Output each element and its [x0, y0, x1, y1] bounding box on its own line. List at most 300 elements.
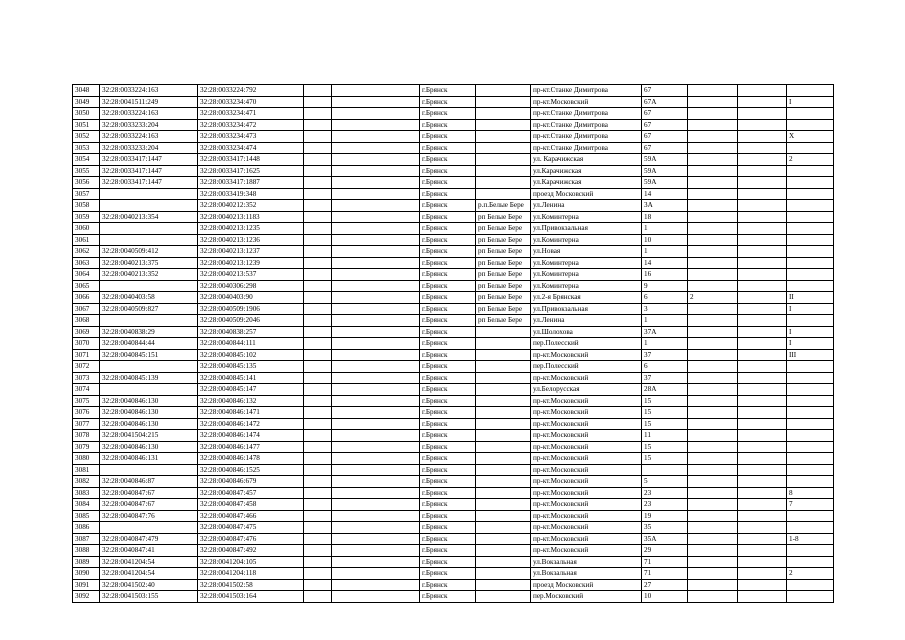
object-number-cell: 32:28:0040509:2046	[198, 315, 304, 327]
parcel-number-cell: 32:28:0040213:375	[100, 257, 198, 269]
empty-cell	[332, 292, 420, 304]
house-cell: 67	[642, 142, 688, 154]
empty-cell	[332, 246, 420, 258]
table-row	[73, 177, 834, 189]
parcel-number-cell: 32:28:0033224:163	[100, 131, 198, 143]
settlement-cell	[476, 108, 531, 120]
empty-cell	[332, 568, 420, 580]
apartment-cell: I	[787, 326, 834, 338]
table-row	[73, 510, 834, 522]
parcel-number-cell	[100, 280, 198, 292]
building-cell	[688, 361, 738, 373]
city-cell: г.Брянск	[420, 372, 476, 384]
table-row	[73, 591, 834, 603]
building-cell	[688, 464, 738, 476]
parcel-number-cell: 32:28:0041504:215	[100, 430, 198, 442]
empty-cell	[332, 257, 420, 269]
building-cell	[688, 200, 738, 212]
house-cell: 67	[642, 85, 688, 97]
table-row	[73, 200, 834, 212]
structure-cell	[738, 154, 787, 166]
street-cell: пр-кт.Станке Димитрова	[531, 85, 642, 97]
city-cell: г.Брянск	[420, 407, 476, 419]
settlement-cell	[476, 384, 531, 396]
street-cell: пр-кт.Московский	[531, 499, 642, 511]
table-row	[73, 545, 834, 557]
house-cell: 37А	[642, 326, 688, 338]
row-number-cell: 3072	[73, 361, 100, 373]
building-cell	[688, 188, 738, 200]
empty-cell	[332, 395, 420, 407]
settlement-cell	[476, 556, 531, 568]
street-cell: пр-кт.Станке Димитрова	[531, 108, 642, 120]
city-cell: г.Брянск	[420, 119, 476, 131]
parcel-number-cell: 32:28:0040846:87	[100, 476, 198, 488]
parcel-number-cell: 32:28:0041204:54	[100, 568, 198, 580]
city-cell: г.Брянск	[420, 257, 476, 269]
object-number-cell: 32:28:0033417:1625	[198, 165, 304, 177]
parcel-number-cell: 32:28:0040846:130	[100, 418, 198, 430]
building-cell	[688, 522, 738, 534]
street-cell: пр-кт.Московский	[531, 464, 642, 476]
street-cell: ул.Ленина	[531, 315, 642, 327]
parcel-number-cell: 32:28:0040845:139	[100, 372, 198, 384]
street-cell: пр-кт.Московский	[531, 487, 642, 499]
apartment-cell	[787, 85, 834, 97]
apartment-cell	[787, 372, 834, 384]
structure-cell	[738, 119, 787, 131]
house-cell: 71	[642, 556, 688, 568]
city-cell: г.Брянск	[420, 579, 476, 591]
street-cell: пр-кт.Московский	[531, 96, 642, 108]
structure-cell	[738, 292, 787, 304]
house-cell: 59А	[642, 165, 688, 177]
building-cell	[688, 591, 738, 603]
street-cell: пр-кт.Станке Димитрова	[531, 119, 642, 131]
street-cell: ул. Карачижская	[531, 154, 642, 166]
settlement-cell: рп Белые Бере	[476, 246, 531, 258]
street-cell: ул.Коминтерна	[531, 234, 642, 246]
structure-cell	[738, 338, 787, 350]
house-cell	[642, 464, 688, 476]
city-cell: г.Брянск	[420, 476, 476, 488]
apartment-cell	[787, 464, 834, 476]
empty-cell	[332, 165, 420, 177]
table-row	[73, 384, 834, 396]
street-cell: ул.Привокзальная	[531, 223, 642, 235]
city-cell: г.Брянск	[420, 522, 476, 534]
city-cell: г.Брянск	[420, 441, 476, 453]
object-number-cell: 32:28:0040403:90	[198, 292, 304, 304]
row-number-cell: 3074	[73, 384, 100, 396]
house-cell: 15	[642, 453, 688, 465]
row-number-cell: 3081	[73, 464, 100, 476]
object-number-cell: 32:28:0040846:1472	[198, 418, 304, 430]
row-number-cell: 3076	[73, 407, 100, 419]
table-row	[73, 223, 834, 235]
city-cell: г.Брянск	[420, 338, 476, 350]
object-number-cell: 32:28:0040845:135	[198, 361, 304, 373]
parcel-number-cell	[100, 234, 198, 246]
settlement-cell	[476, 131, 531, 143]
row-number-cell: 3091	[73, 579, 100, 591]
structure-cell	[738, 487, 787, 499]
row-number-cell: 3063	[73, 257, 100, 269]
object-number-cell: 32:28:0040846:1474	[198, 430, 304, 442]
settlement-cell	[476, 395, 531, 407]
parcel-number-cell: 32:28:0040846:130	[100, 395, 198, 407]
object-number-cell: 32:28:0041502:58	[198, 579, 304, 591]
house-cell: 71	[642, 568, 688, 580]
parcel-number-cell: 32:28:0041502:40	[100, 579, 198, 591]
object-number-cell: 32:28:0041503:164	[198, 591, 304, 603]
settlement-cell	[476, 591, 531, 603]
apartment-cell	[787, 361, 834, 373]
street-cell: пр-кт.Московский	[531, 372, 642, 384]
empty-cell	[304, 418, 332, 430]
object-number-cell: 32:28:0040847:457	[198, 487, 304, 499]
empty-cell	[332, 441, 420, 453]
house-cell: 3	[642, 303, 688, 315]
settlement-cell	[476, 142, 531, 154]
apartment-cell	[787, 246, 834, 258]
apartment-cell	[787, 280, 834, 292]
apartment-cell	[787, 315, 834, 327]
object-number-cell: 32:28:0041204:105	[198, 556, 304, 568]
table-row	[73, 395, 834, 407]
empty-cell	[304, 303, 332, 315]
parcel-number-cell	[100, 200, 198, 212]
empty-cell	[304, 476, 332, 488]
building-cell	[688, 257, 738, 269]
structure-cell	[738, 257, 787, 269]
empty-cell	[304, 338, 332, 350]
street-cell: ул.Вокзальная	[531, 568, 642, 580]
street-cell: проезд Московский	[531, 188, 642, 200]
settlement-cell: р.п.Белые Бере	[476, 200, 531, 212]
apartment-cell	[787, 510, 834, 522]
table-row	[73, 556, 834, 568]
parcel-number-cell	[100, 361, 198, 373]
house-cell: 35	[642, 522, 688, 534]
empty-cell	[332, 418, 420, 430]
city-cell: г.Брянск	[420, 545, 476, 557]
table-row	[73, 476, 834, 488]
table-row	[73, 234, 834, 246]
structure-cell	[738, 395, 787, 407]
apartment-cell	[787, 453, 834, 465]
table-row	[73, 361, 834, 373]
row-number-cell: 3087	[73, 533, 100, 545]
object-number-cell: 32:28:0040213:1237	[198, 246, 304, 258]
object-number-cell: 32:28:0033417:1887	[198, 177, 304, 189]
parcel-number-cell	[100, 315, 198, 327]
empty-cell	[304, 464, 332, 476]
street-cell: пр-кт.Московский	[531, 510, 642, 522]
parcel-number-cell: 32:28:0040844:44	[100, 338, 198, 350]
building-cell	[688, 533, 738, 545]
structure-cell	[738, 568, 787, 580]
empty-cell	[332, 407, 420, 419]
empty-cell	[332, 142, 420, 154]
city-cell: г.Брянск	[420, 234, 476, 246]
house-cell: 67	[642, 119, 688, 131]
building-cell	[688, 315, 738, 327]
table-row	[73, 292, 834, 304]
street-cell: пр-кт.Станке Димитрова	[531, 131, 642, 143]
street-cell: ул.Вокзальная	[531, 556, 642, 568]
settlement-cell	[476, 568, 531, 580]
house-cell: 6	[642, 292, 688, 304]
row-number-cell: 3059	[73, 211, 100, 223]
empty-cell	[304, 556, 332, 568]
structure-cell	[738, 211, 787, 223]
row-number-cell: 3050	[73, 108, 100, 120]
parcel-number-cell: 32:28:0040213:352	[100, 269, 198, 281]
house-cell: 1	[642, 223, 688, 235]
row-number-cell: 3078	[73, 430, 100, 442]
object-number-cell: 32:28:0040847:466	[198, 510, 304, 522]
empty-cell	[304, 441, 332, 453]
empty-cell	[332, 188, 420, 200]
object-number-cell: 32:28:0040845:147	[198, 384, 304, 396]
settlement-cell	[476, 407, 531, 419]
building-cell	[688, 441, 738, 453]
row-number-cell: 3055	[73, 165, 100, 177]
building-cell	[688, 338, 738, 350]
parcel-number-cell: 32:28:0040847:479	[100, 533, 198, 545]
parcel-number-cell: 32:28:0033417:1447	[100, 165, 198, 177]
empty-cell	[332, 85, 420, 97]
building-cell	[688, 177, 738, 189]
apartment-cell: III	[787, 349, 834, 361]
structure-cell	[738, 326, 787, 338]
city-cell: г.Брянск	[420, 395, 476, 407]
building-cell	[688, 96, 738, 108]
object-number-cell: 32:28:0033234:473	[198, 131, 304, 143]
settlement-cell	[476, 464, 531, 476]
empty-cell	[332, 108, 420, 120]
empty-cell	[332, 510, 420, 522]
empty-cell	[332, 464, 420, 476]
empty-cell	[332, 177, 420, 189]
city-cell: г.Брянск	[420, 315, 476, 327]
house-cell: 15	[642, 441, 688, 453]
street-cell: ул.Коминтерна	[531, 280, 642, 292]
empty-cell	[332, 280, 420, 292]
object-number-cell: 32:28:0040847:458	[198, 499, 304, 511]
row-number-cell: 3068	[73, 315, 100, 327]
object-number-cell: 32:28:0033419:348	[198, 188, 304, 200]
apartment-cell: X	[787, 131, 834, 143]
building-cell	[688, 211, 738, 223]
city-cell: г.Брянск	[420, 96, 476, 108]
settlement-cell	[476, 326, 531, 338]
street-cell: ул.Привокзальная	[531, 303, 642, 315]
house-cell: 6	[642, 361, 688, 373]
row-number-cell: 3075	[73, 395, 100, 407]
house-cell: 10	[642, 234, 688, 246]
table-row	[73, 246, 834, 258]
structure-cell	[738, 545, 787, 557]
empty-cell	[332, 96, 420, 108]
empty-cell	[332, 338, 420, 350]
row-number-cell: 3052	[73, 131, 100, 143]
table-row	[73, 131, 834, 143]
object-number-cell: 32:28:0033234:474	[198, 142, 304, 154]
object-number-cell: 32:28:0033417:1448	[198, 154, 304, 166]
house-cell: 37	[642, 372, 688, 384]
table-row	[73, 430, 834, 442]
house-cell: 18	[642, 211, 688, 223]
apartment-cell: I	[787, 96, 834, 108]
city-cell: г.Брянск	[420, 510, 476, 522]
parcel-number-cell: 32:28:0033224:163	[100, 85, 198, 97]
apartment-cell: I	[787, 338, 834, 350]
parcel-number-cell: 32:28:0040509:827	[100, 303, 198, 315]
settlement-cell	[476, 545, 531, 557]
parcel-number-cell: 32:28:0040846:130	[100, 407, 198, 419]
settlement-cell	[476, 177, 531, 189]
apartment-cell: 7	[787, 499, 834, 511]
table-row	[73, 372, 834, 384]
house-cell: 9	[642, 280, 688, 292]
city-cell: г.Брянск	[420, 142, 476, 154]
house-cell: 1	[642, 246, 688, 258]
building-cell	[688, 165, 738, 177]
table-row	[73, 579, 834, 591]
city-cell: г.Брянск	[420, 487, 476, 499]
building-cell: 2	[688, 292, 738, 304]
parcel-number-cell: 32:28:0040847:41	[100, 545, 198, 557]
apartment-cell	[787, 177, 834, 189]
apartment-cell	[787, 522, 834, 534]
empty-cell	[332, 522, 420, 534]
building-cell	[688, 395, 738, 407]
empty-cell	[304, 177, 332, 189]
table-row	[73, 154, 834, 166]
settlement-cell: рп Белые Бере	[476, 315, 531, 327]
object-number-cell: 32:28:0040847:475	[198, 522, 304, 534]
structure-cell	[738, 269, 787, 281]
row-number-cell: 3066	[73, 292, 100, 304]
object-number-cell: 32:28:0040845:141	[198, 372, 304, 384]
street-cell: пр-кт.Московский	[531, 453, 642, 465]
street-cell: ул.Ленина	[531, 200, 642, 212]
empty-cell	[304, 165, 332, 177]
street-cell: пр-кт.Московский	[531, 533, 642, 545]
settlement-cell	[476, 361, 531, 373]
building-cell	[688, 326, 738, 338]
table-row	[73, 108, 834, 120]
house-cell: 23	[642, 487, 688, 499]
city-cell: г.Брянск	[420, 453, 476, 465]
object-number-cell: 32:28:0040306:298	[198, 280, 304, 292]
row-number-cell: 3073	[73, 372, 100, 384]
table-row	[73, 269, 834, 281]
apartment-cell	[787, 476, 834, 488]
house-cell: 16	[642, 269, 688, 281]
table-row	[73, 303, 834, 315]
empty-cell	[332, 384, 420, 396]
row-number-cell: 3064	[73, 269, 100, 281]
parcel-number-cell: 32:28:0040845:151	[100, 349, 198, 361]
structure-cell	[738, 165, 787, 177]
house-cell: 19	[642, 510, 688, 522]
empty-cell	[304, 223, 332, 235]
object-number-cell: 32:28:0040213:537	[198, 269, 304, 281]
street-cell: проезд Московский	[531, 579, 642, 591]
street-cell: пер.Полесский	[531, 338, 642, 350]
parcel-number-cell: 32:28:0041204:54	[100, 556, 198, 568]
building-cell	[688, 510, 738, 522]
settlement-cell	[476, 154, 531, 166]
structure-cell	[738, 499, 787, 511]
object-number-cell: 32:28:0040212:352	[198, 200, 304, 212]
street-cell: ул.Шолохова	[531, 326, 642, 338]
building-cell	[688, 430, 738, 442]
city-cell: г.Брянск	[420, 188, 476, 200]
row-number-cell: 3088	[73, 545, 100, 557]
settlement-cell: рп Белые Бере	[476, 280, 531, 292]
city-cell: г.Брянск	[420, 568, 476, 580]
parcel-number-cell	[100, 223, 198, 235]
house-cell: 11	[642, 430, 688, 442]
structure-cell	[738, 85, 787, 97]
apartment-cell	[787, 108, 834, 120]
settlement-cell	[476, 338, 531, 350]
empty-cell	[304, 154, 332, 166]
structure-cell	[738, 579, 787, 591]
apartment-cell	[787, 269, 834, 281]
empty-cell	[332, 545, 420, 557]
street-cell: пр-кт.Московский	[531, 430, 642, 442]
parcel-number-cell: 32:28:0040847:67	[100, 487, 198, 499]
structure-cell	[738, 200, 787, 212]
street-cell: ул.2-я Брянская	[531, 292, 642, 304]
object-number-cell: 32:28:0040213:1236	[198, 234, 304, 246]
object-number-cell: 32:28:0040846:1525	[198, 464, 304, 476]
settlement-cell	[476, 579, 531, 591]
empty-cell	[304, 142, 332, 154]
empty-cell	[304, 246, 332, 258]
empty-cell	[304, 487, 332, 499]
object-number-cell: 32:28:0033234:472	[198, 119, 304, 131]
settlement-cell: рп Белые Бере	[476, 292, 531, 304]
building-cell	[688, 119, 738, 131]
empty-cell	[304, 292, 332, 304]
parcel-number-cell: 32:28:0040213:354	[100, 211, 198, 223]
city-cell: г.Брянск	[420, 499, 476, 511]
structure-cell	[738, 108, 787, 120]
empty-cell	[304, 407, 332, 419]
registry-sheet	[72, 84, 834, 603]
structure-cell	[738, 142, 787, 154]
house-cell: 3А	[642, 200, 688, 212]
row-number-cell: 3069	[73, 326, 100, 338]
object-number-cell: 32:28:0041204:118	[198, 568, 304, 580]
city-cell: г.Брянск	[420, 326, 476, 338]
empty-cell	[332, 211, 420, 223]
apartment-cell: 8	[787, 487, 834, 499]
structure-cell	[738, 361, 787, 373]
table-row	[73, 349, 834, 361]
structure-cell	[738, 384, 787, 396]
object-number-cell: 32:28:0040847:492	[198, 545, 304, 557]
apartment-cell	[787, 430, 834, 442]
building-cell	[688, 131, 738, 143]
parcel-number-cell	[100, 522, 198, 534]
